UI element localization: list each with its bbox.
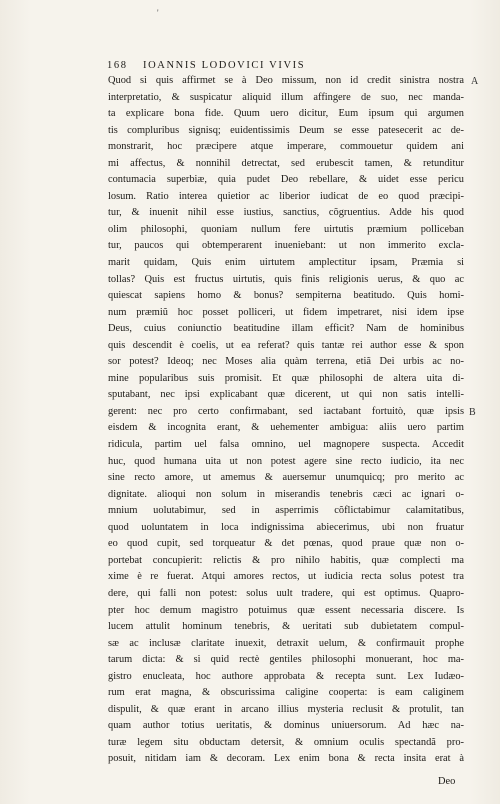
- text-line: turæ legem situ obductam detersit, & omnium oculis spectandã pro-: [108, 736, 464, 748]
- text-line: olim philosophi, quoniam nullum fere uirtutis præmium polliceban: [108, 223, 464, 235]
- text-line: num præmiũ hoc posset polliceri, ut fidem impetraret, nisi idem ipse: [108, 306, 464, 318]
- text-line: marit quidam, Quis enim uirtutem amplectitur ipsam, Præmia si: [108, 257, 464, 269]
- text-line: ridicula, partim uel falsa omnino, uel magnopere suspecta. Accedit: [108, 439, 464, 451]
- running-title: IOANNIS LODOVICI VIVIS: [143, 60, 306, 71]
- text-line: lucem attulit hominum tenebris, & ueritati sub dubietatem compul-: [108, 621, 464, 633]
- text-line: mnium uolutabimur, sed in asperrimis cõflictabimur calamitatibus,: [108, 505, 464, 517]
- text-line: eo quod cupit, sed torqueatur & det pœnas, quod praue quæ non o-: [108, 538, 464, 550]
- page-number: 168: [107, 60, 128, 71]
- text-line: interpretatio, & suspicatur aliquid illum affingere de suo, nec manda-: [108, 91, 464, 103]
- catchword: Deo: [438, 776, 456, 787]
- text-line: eisdem & incognita erant, & uehementer ambigua: aliis uero partim: [108, 422, 464, 434]
- top-mark: ': [157, 8, 159, 18]
- text-line: gerent: nec pro certo confirmabant, sed iactabant fortuitò, quæ ipsis: [108, 405, 464, 417]
- text-line: tarum dicta: & si quid rectè gentiles philosophi monuerant, hoc ma-: [108, 654, 464, 666]
- text-line: sor potest? Ideoq; nec Moses alia quàm terrena, etiã Dei urbis ac no-: [108, 356, 464, 368]
- text-line: gistro enucleata, hoc authore approbata & recepta sunt. Lex Iudæo-: [108, 670, 464, 682]
- text-line: quam author totius ueritatis, & dominus uniuersorum. Ad hæc na-: [108, 720, 464, 732]
- text-line: sæ ac inclusæ claritate inuexit, detraxit uelum, & confirmauit prophe: [108, 637, 464, 649]
- text-line: monstrarit, hoc præcipere atque imperare, commouetur quidem ani: [108, 141, 464, 153]
- text-line: Quod si quis affirmet se à Deo missum, non id credit sinistra nostra: [108, 75, 464, 86]
- body-text: [108, 73, 464, 768]
- margin-note-b: B: [469, 407, 476, 418]
- text-line: tur, & inuenit nihil esse iustius, sanctius, cõgruentius. Adde his quod: [108, 207, 464, 219]
- margin-note-a: A: [471, 76, 479, 87]
- text-line: xime è re fuerat. Atqui amores rectos, ut iudicia recta solus potest tra: [108, 571, 464, 583]
- text-line: Deus, cuius coniunctio beatitudine illam efficit? Nam de hominibus: [108, 323, 464, 335]
- text-line: quod uoluntatem in loca indignissima abiecerimus, ubi non fruatur: [108, 521, 464, 533]
- text-line: tollas? Quis est fructus uirtutis, quis finis religionis uerus, & quo ac: [108, 273, 464, 285]
- page-header: [107, 60, 427, 74]
- text-line: rum erat magna, & obscurissima caligine cooperta: is eam caliginem: [108, 687, 464, 699]
- text-line: tur, paucos qui obtemperarent inueniebant: ut non immerito excla-: [108, 240, 464, 252]
- text-line: losum. Ratio interea quietior ac liberior iudicat de eo quod præcipi-: [108, 190, 464, 202]
- text-line: sine recto amore, ut amemus & auersemur unumquicq; pro merito ac: [108, 472, 464, 484]
- text-line: posuit, nitidam iam & decoram. Lex enim bona & recta insita erat à: [108, 753, 464, 765]
- text-line: ta explicare bona fide. Quum uero dicitur, Eum ipsum qui argumen: [108, 108, 464, 120]
- text-line: quis descendit è coelis, ut ea referat? quis tantæ rei author esse & spon: [108, 339, 464, 351]
- text-line: contumacia superbiæ, quia pudet Deo rebellare, & uidet esse pericu: [108, 174, 464, 186]
- text-line: sputabant, nec ipsi explicabant quæ dicerent, ut qui non satis intelli-: [108, 389, 464, 401]
- text-line: huc, quod humana uita ut non potest agere sine recto iudicio, ita nec: [108, 455, 464, 467]
- text-line: pter hoc demum magistro potuimus quæ essent necessaria discere. Is: [108, 604, 464, 616]
- text-line: dispulit, & quæ erant in arcano illius mysteria reclusit & protulit, tan: [108, 703, 464, 715]
- text-line: dere, qui falli non potest: solus uult tradere, qui est optimus. Quapro-: [108, 587, 464, 599]
- text-line: portebat concupierit: relictis & pro nihilo habitis, quæ complecti ma: [108, 554, 464, 566]
- text-line: tis compluribus signisq; euidentissimis Deum se esse patesecerit ac de-: [108, 124, 464, 136]
- text-line: mine popularibus suis promisit. Et quæ philosophi de altera uita di-: [108, 372, 464, 384]
- text-line: quiescat sapiens homo & bonus? sempiterna beatitudo. Quis homi-: [108, 290, 464, 302]
- text-line: dignitate. alioqui non solum in miserandis tenebris cæci ac ignari o-: [108, 488, 464, 500]
- text-line: mi affectus, & nonnihil detrectat, sed erubescit tamen, & retunditur: [108, 157, 464, 169]
